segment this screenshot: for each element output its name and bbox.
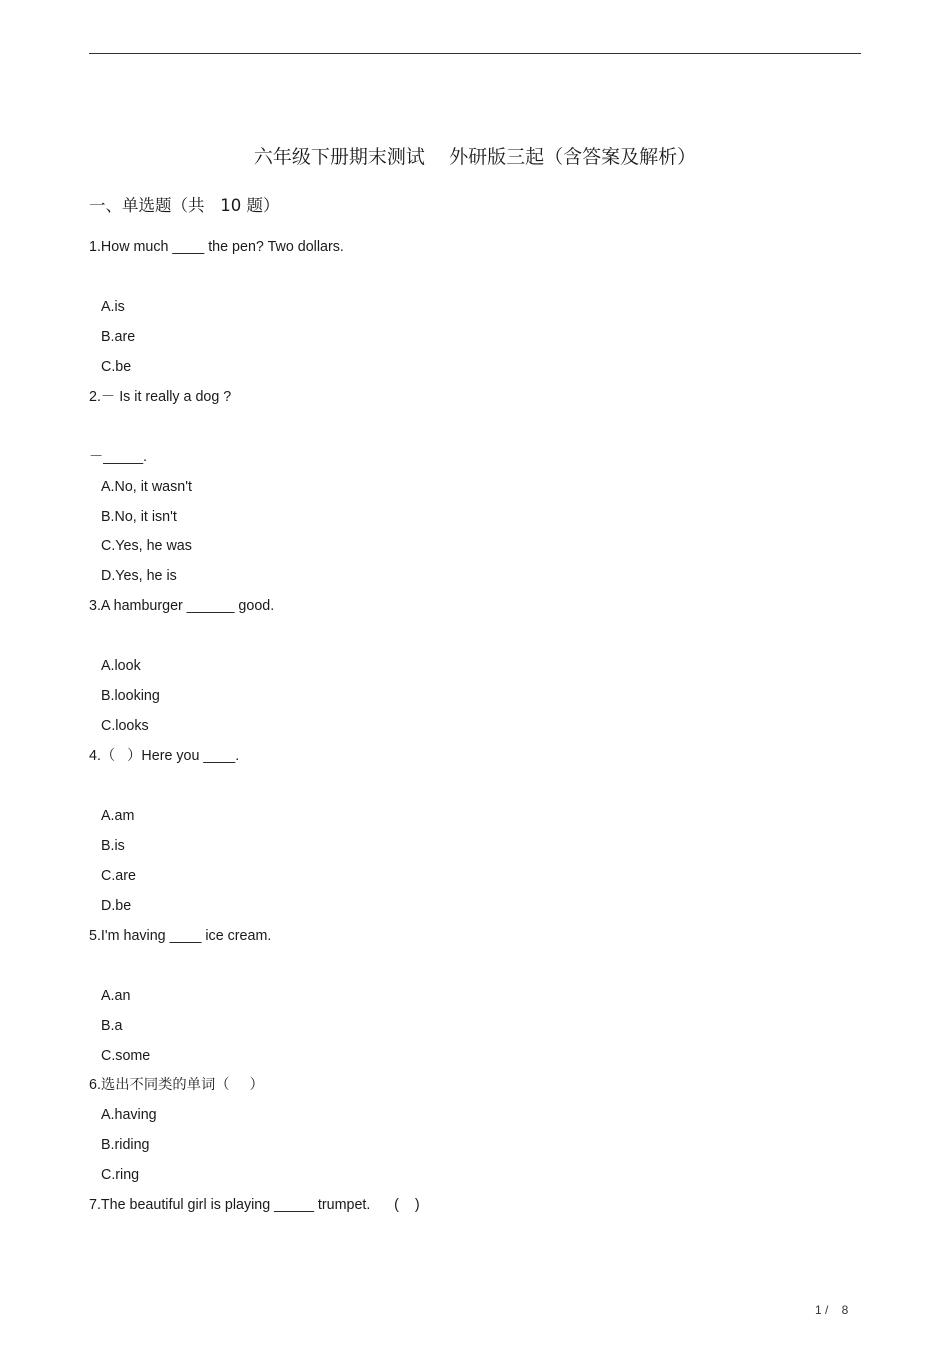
- header-rule: [89, 53, 861, 54]
- question-2-response-blank: －_____.: [89, 449, 148, 465]
- question-4-option-c: C.are: [101, 868, 136, 884]
- page-title: 六年级下册期末测试 外研版三起（含答案及解析）: [253, 146, 697, 168]
- question-1-option-b: B.are: [101, 329, 136, 345]
- question-6-stem: 6.选出不同类的单词（ ）: [89, 1077, 264, 1093]
- question-2-stem: 2.－ Is it really a dog ?: [89, 389, 232, 405]
- question-2-option-a: A.No, it wasn't: [101, 479, 192, 495]
- question-4-option-d: D.be: [101, 898, 132, 914]
- question-3-option-c: C.looks: [101, 718, 149, 734]
- question-4-option-b: B.is: [101, 838, 125, 854]
- question-3-option-a: A.look: [101, 658, 141, 674]
- question-5-option-c: C.some: [101, 1048, 151, 1064]
- question-5-option-b: B.a: [101, 1018, 123, 1034]
- question-1-option-c: C.be: [101, 359, 132, 375]
- question-4-stem: 4.（ ）Here you ____.: [89, 748, 240, 764]
- question-6-option-c: C.ring: [101, 1167, 140, 1183]
- question-1-stem: 1.How much ____ the pen? Two dollars.: [89, 239, 344, 255]
- question-4-option-a: A.am: [101, 808, 135, 824]
- question-6-option-a: A.having: [101, 1107, 157, 1123]
- section-heading: 一、单选题（共 10 题）: [89, 196, 280, 215]
- question-1-option-a: A.is: [101, 299, 125, 315]
- question-7-stem: 7.The beautiful girl is playing _____ trumpet. ( ): [89, 1197, 420, 1213]
- question-6-option-b: B.riding: [101, 1137, 150, 1153]
- page-number: 1 / 8: [815, 1303, 849, 1317]
- question-2-option-b: B.No, it isn't: [101, 509, 177, 525]
- question-2-option-c: C.Yes, he was: [101, 538, 192, 554]
- question-3-stem: 3.A hamburger ______ good.: [89, 598, 275, 614]
- question-3-option-b: B.looking: [101, 688, 160, 704]
- question-2-option-d: D.Yes, he is: [101, 568, 177, 584]
- question-5-stem: 5.I'm having ____ ice cream.: [89, 928, 272, 944]
- question-5-option-a: A.an: [101, 988, 131, 1004]
